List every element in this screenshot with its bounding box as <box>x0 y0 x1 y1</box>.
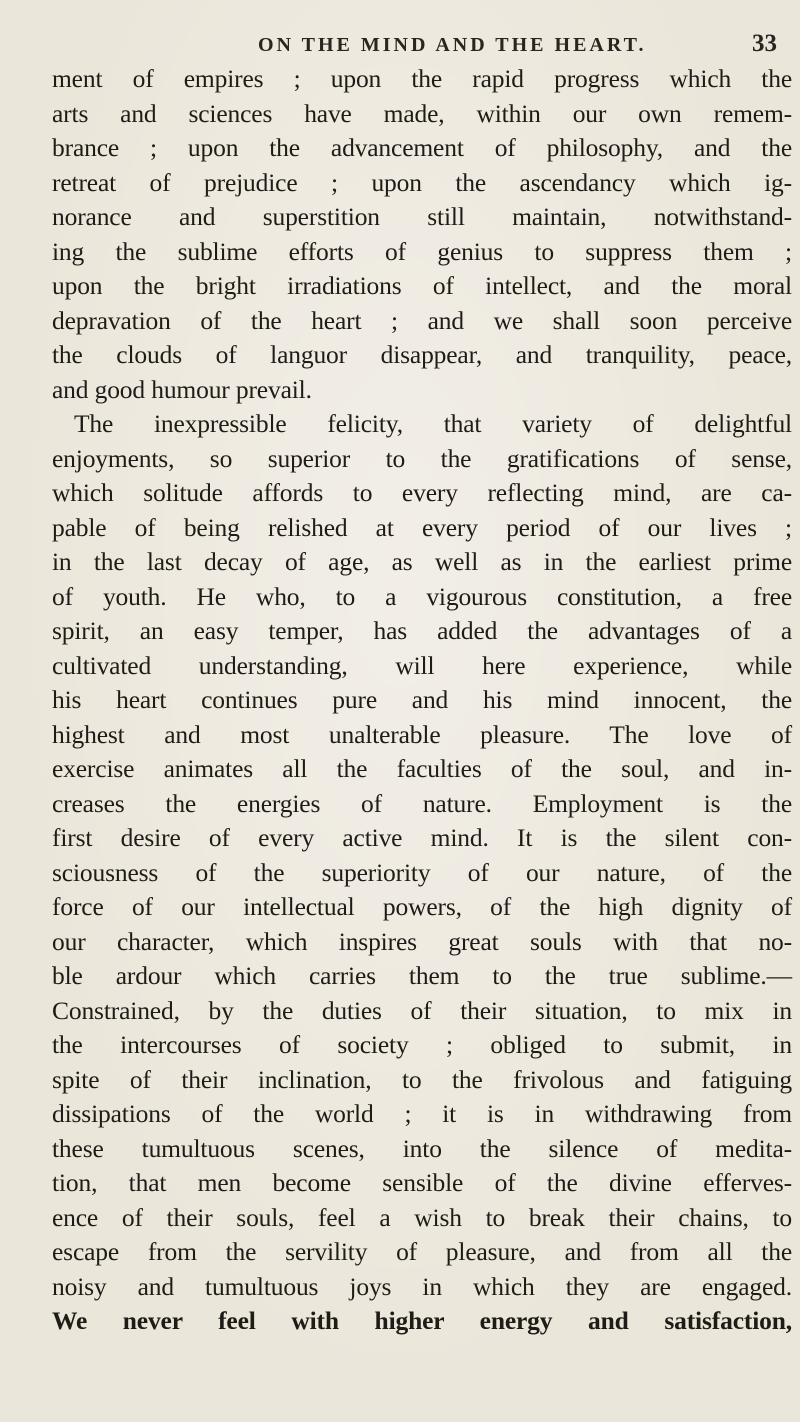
paragraph-start-line: The inexpressible felicity, that variety of delightful <box>74 409 792 438</box>
text-line: his heart continues pure and his mind innocent, the <box>52 685 792 714</box>
text-line: ment of empires ; upon the rapid progress which the <box>52 64 792 93</box>
text-line: spirit, an easy temper, has added the advantages of a <box>52 616 792 645</box>
text-line: force of our intellectual powers, of the high dignity of <box>52 892 792 921</box>
text-line: tion, that men become sensible of the divine efferves- <box>52 1168 792 1197</box>
text-line: these tumultuous scenes, into the silence of medita- <box>52 1133 792 1163</box>
text-line: first desire of every active mind. It is the silent con- <box>52 823 792 852</box>
text-line: spite of their inclination, to the frivolous and fatiguing <box>52 1064 792 1094</box>
running-title: ON THE MIND AND THE HEART. <box>258 34 647 56</box>
text-line: creases the energies of nature. Employment is the <box>52 788 792 818</box>
text-line: the clouds of languor disappear, and tranquility, peace, <box>52 340 792 369</box>
text-line: depravation of the heart ; and we shall soon perceive <box>52 305 792 335</box>
text-line: which solitude affords to every reflecting mind, are ca- <box>52 478 792 507</box>
text-line: cultivated understanding, will here experience, while <box>52 650 792 680</box>
text-line: retreat of prejudice ; upon the ascendancy which ig- <box>52 167 792 197</box>
text-line: Constrained, by the duties of their situation, to mix in <box>52 995 792 1025</box>
text-line: norance and superstition still maintain, notwithstand- <box>52 202 792 231</box>
text-line: upon the bright irradiations of intellect, and the moral <box>52 271 792 300</box>
text-line: ence of their souls, feel a wish to break their chains, to <box>52 1202 792 1232</box>
text-line: enjoyments, so superior to the gratifications of sense, <box>52 443 792 473</box>
text-line: dissipations of the world ; it is in withdrawing from <box>52 1099 792 1128</box>
text-line: and good humour prevail. <box>52 374 312 404</box>
running-head <box>0 22 800 62</box>
text-line: highest and most unalterable pleasure. The love of <box>52 719 792 749</box>
text-line: noisy and tumultuous joys in which they are engaged. <box>52 1271 792 1301</box>
text-line: of youth. He who, to a vigourous constitution, a free <box>52 581 792 611</box>
text-line: escape from the servility of pleasure, and from all the <box>52 1237 792 1266</box>
body-text <box>52 62 792 1339</box>
text-line: our character, which inspires great souls with that no- <box>52 926 792 956</box>
text-line: pable of being relished at every period of our lives ; <box>52 512 792 542</box>
text-line: arts and sciences have made, within our own remem- <box>52 98 792 128</box>
text-line: We never feel with higher energy and satisfaction, <box>52 1306 792 1335</box>
text-line: the intercourses of society ; obliged to submit, in <box>52 1030 792 1059</box>
text-line: in the last decay of age, as well as in the earliest prime <box>52 547 792 576</box>
page-number: 33 <box>752 30 777 57</box>
text-line: ing the sublime efforts of genius to suppress them ; <box>52 236 792 266</box>
text-line: exercise animates all the faculties of the soul, and in- <box>52 754 792 783</box>
text-line: sciousness of the superiority of our nature, of the <box>52 857 792 887</box>
text-line: brance ; upon the advancement of philosophy, and the <box>52 133 792 162</box>
text-line: ble ardour which carries them to the true sublime.— <box>52 961 792 990</box>
